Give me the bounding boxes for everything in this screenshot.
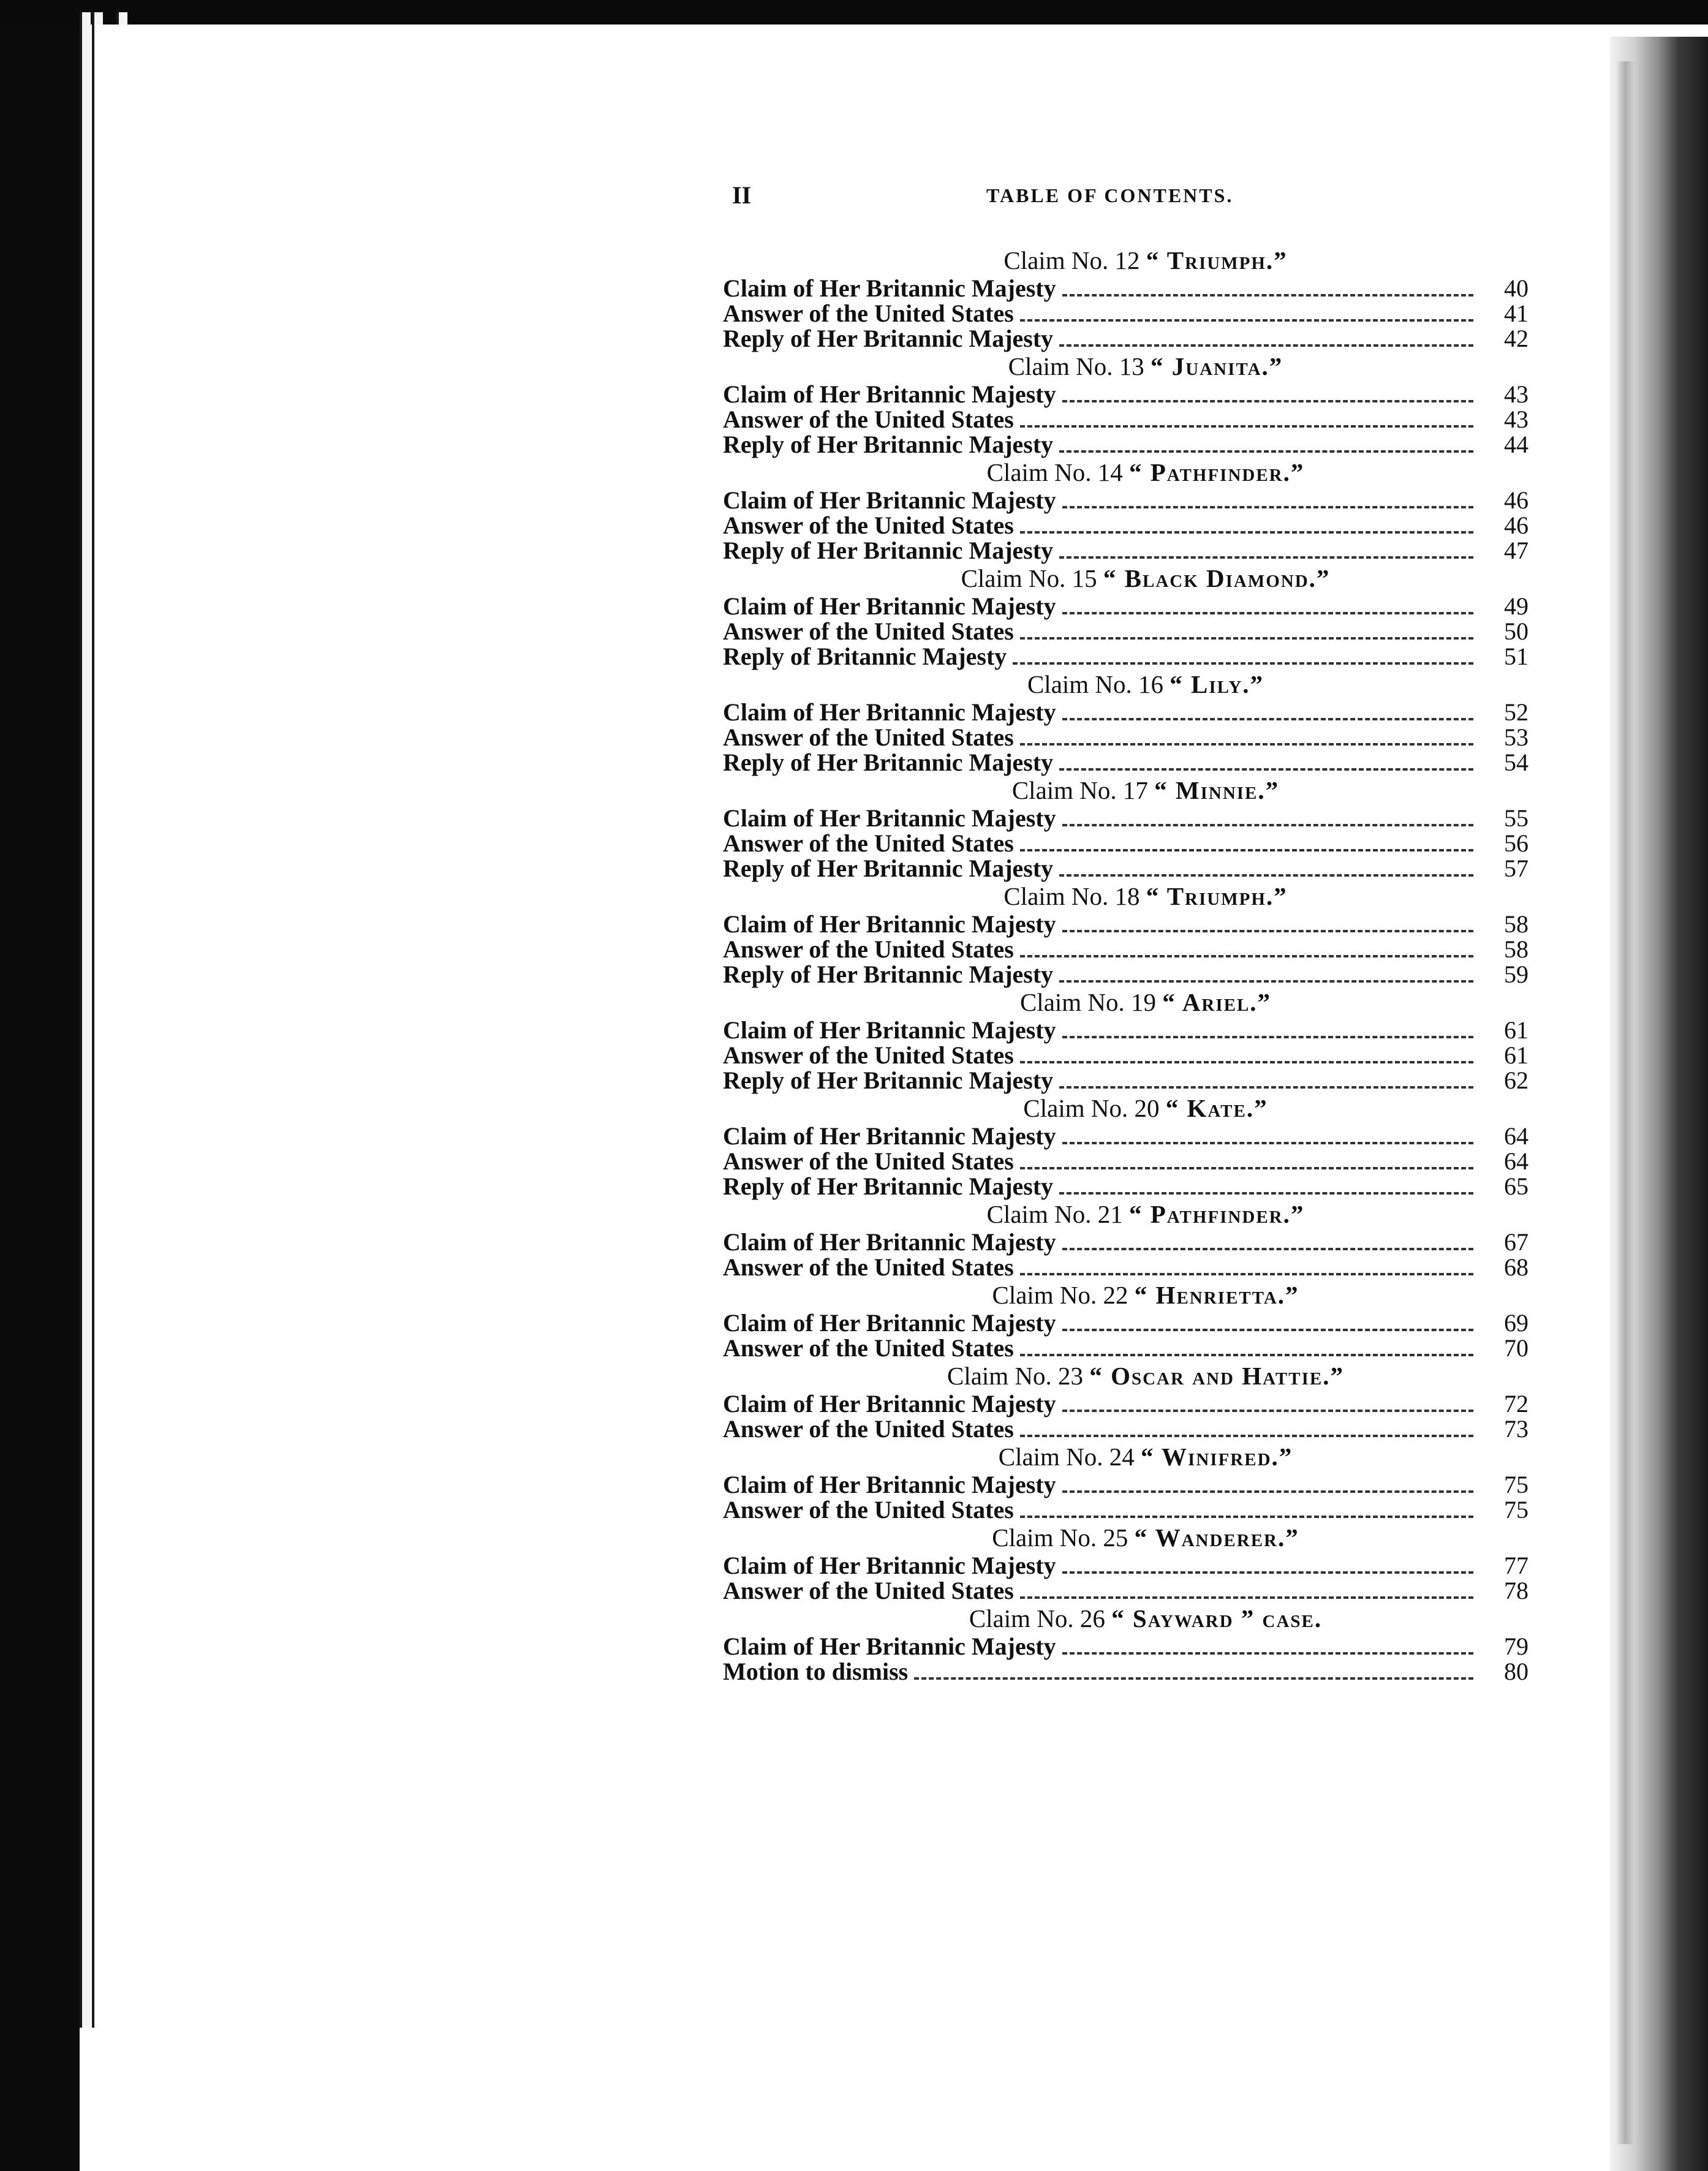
vessel-name: “ Lily.”	[1170, 670, 1264, 698]
claim-number: Claim No. 19	[1019, 988, 1157, 1016]
dot-leader	[1062, 1571, 1473, 1574]
dot-leader	[1062, 930, 1473, 932]
page-header	[732, 181, 1590, 217]
dot-leader	[1062, 1329, 1473, 1331]
toc-entry-page: 58	[1504, 935, 1529, 963]
toc-entry	[708, 538, 1529, 563]
dot-leader	[1062, 506, 1473, 508]
toc-entry	[708, 856, 1529, 881]
dot-leader	[1020, 849, 1473, 851]
toc-entry-label: Claim of Her Britannic Majesty	[723, 1633, 1056, 1660]
claim-number: Claim No. 13	[1008, 352, 1144, 380]
scan-border-top	[0, 0, 1708, 25]
toc-entry	[708, 1335, 1529, 1361]
dot-leader	[1020, 425, 1473, 428]
toc-entry	[708, 725, 1529, 750]
page-sheet	[95, 25, 1608, 2171]
dot-leader	[1059, 450, 1473, 453]
dot-leader	[1020, 1596, 1473, 1599]
dot-leader	[1062, 1036, 1473, 1038]
toc-entry-label: Reply of Her Britannic Majesty	[723, 749, 1054, 776]
vessel-name: “ Kate.”	[1165, 1094, 1268, 1122]
toc-entry-label: Answer of the United States	[723, 1041, 1014, 1069]
table-of-contents	[708, 245, 1529, 1684]
toc-entry-label: Answer of the United States	[723, 406, 1014, 433]
toc-entry-label: Answer of the United States	[723, 512, 1014, 539]
claim-heading	[708, 245, 1529, 276]
toc-entry	[708, 488, 1529, 513]
toc-entry-page: 49	[1504, 592, 1529, 620]
toc-entry-label: Answer of the United States	[723, 935, 1014, 963]
toc-entry	[708, 831, 1529, 856]
toc-entry-page: 44	[1504, 431, 1529, 458]
dot-leader	[1059, 1192, 1473, 1195]
toc-entry	[708, 1634, 1529, 1659]
toc-entry-label: Answer of the United States	[723, 1253, 1014, 1281]
toc-entry-label: Claim of Her Britannic Majesty	[723, 1309, 1056, 1337]
dot-leader	[914, 1677, 1473, 1680]
dot-leader	[1020, 531, 1473, 534]
toc-entry-label: Claim of Her Britannic Majesty	[723, 1552, 1056, 1579]
dot-leader	[1020, 1061, 1473, 1063]
toc-entry	[708, 962, 1529, 987]
toc-entry	[708, 1068, 1529, 1093]
toc-entry-label: Reply of Her Britannic Majesty	[723, 325, 1054, 352]
toc-entry-page: 61	[1504, 1041, 1529, 1069]
dot-leader	[1059, 556, 1473, 559]
toc-entry-label: Answer of the United States	[723, 1147, 1014, 1175]
toc-entry-page: 56	[1504, 829, 1529, 857]
toc-entry-page: 57	[1504, 855, 1529, 882]
claim-number: Claim No. 14	[986, 458, 1123, 486]
toc-entry-page: 75	[1504, 1471, 1529, 1498]
binding-shadow-inner	[1616, 61, 1634, 2144]
toc-entry-label: Answer of the United States	[723, 1334, 1014, 1362]
claim-heading	[708, 1522, 1529, 1553]
toc-entry-page: 52	[1504, 698, 1529, 726]
dot-leader	[1020, 1435, 1473, 1437]
toc-entry-label: Claim of Her Britannic Majesty	[723, 910, 1056, 938]
toc-entry	[708, 619, 1529, 644]
dot-leader	[1062, 400, 1473, 402]
toc-entry-label: Claim of Her Britannic Majesty	[723, 1122, 1056, 1150]
toc-entry-label: Claim of Her Britannic Majesty	[723, 274, 1056, 302]
toc-entry	[708, 1255, 1529, 1280]
dot-leader	[1059, 1086, 1473, 1089]
claim-heading	[708, 1441, 1529, 1472]
toc-entry	[708, 644, 1529, 669]
toc-entry-label: Reply of Britannic Majesty	[723, 643, 1007, 670]
claim-number: Claim No. 20	[1023, 1094, 1160, 1122]
toc-entry-page: 73	[1504, 1415, 1529, 1443]
claim-heading	[708, 669, 1529, 700]
toc-entry-label: Claim of Her Britannic Majesty	[723, 1390, 1056, 1418]
dot-leader	[1062, 294, 1473, 296]
toc-entry-label: Reply of Her Britannic Majesty	[723, 1067, 1054, 1094]
toc-entry-label: Reply of Her Britannic Majesty	[723, 855, 1054, 882]
toc-entry	[708, 301, 1529, 326]
dot-leader	[1062, 612, 1473, 614]
toc-entry-label: Claim of Her Britannic Majesty	[723, 592, 1056, 620]
toc-entry-label: Claim of Her Britannic Majesty	[723, 698, 1056, 726]
toc-entry-label: Reply of Her Britannic Majesty	[723, 1172, 1054, 1200]
claim-heading	[708, 1093, 1529, 1123]
claim-heading	[708, 987, 1529, 1018]
vessel-name: “ Minnie.”	[1154, 776, 1280, 804]
dot-leader	[1062, 718, 1473, 720]
toc-entry-page: 77	[1504, 1552, 1529, 1579]
toc-entry-page: 54	[1504, 749, 1529, 776]
toc-entry-page: 67	[1504, 1228, 1529, 1256]
toc-entry	[708, 1310, 1529, 1335]
toc-entry-label: Answer of the United States	[723, 1415, 1014, 1443]
vessel-name: “ Sayward ” case.	[1111, 1604, 1323, 1633]
toc-entry	[708, 326, 1529, 351]
page-edge	[80, 12, 91, 2028]
dot-leader	[1062, 1652, 1473, 1655]
toc-entry-page: 55	[1504, 804, 1529, 832]
vessel-name: “ Oscar and Hattie.”	[1089, 1362, 1344, 1390]
claim-number: Claim No. 21	[986, 1200, 1123, 1228]
toc-entry-label: Answer of the United States	[723, 829, 1014, 857]
toc-entry-page: 64	[1504, 1122, 1529, 1150]
toc-entry-label: Reply of Her Britannic Majesty	[723, 961, 1054, 988]
toc-entry-label: Reply of Her Britannic Majesty	[723, 431, 1054, 458]
running-title: TABLE OF CONTENTS.	[986, 184, 1234, 206]
vessel-name: “ Triumph.”	[1146, 246, 1288, 274]
toc-entry	[708, 594, 1529, 619]
claim-number: Claim No. 12	[1003, 246, 1140, 274]
claim-number: Claim No. 15	[961, 564, 1097, 592]
dot-leader	[1062, 1142, 1473, 1144]
toc-entry-page: 43	[1504, 380, 1529, 408]
toc-entry-page: 80	[1504, 1658, 1529, 1685]
claim-heading	[708, 563, 1529, 594]
toc-entry-page: 78	[1504, 1577, 1529, 1604]
toc-entry	[708, 1043, 1529, 1068]
toc-entry-page: 65	[1504, 1172, 1529, 1200]
toc-entry-page: 69	[1504, 1309, 1529, 1337]
toc-entry	[708, 1553, 1529, 1578]
claim-number: Claim No. 17	[1011, 776, 1148, 804]
vessel-name: “ Ariel.”	[1162, 988, 1272, 1016]
claim-number: Claim No. 26	[969, 1604, 1105, 1633]
dot-leader	[1020, 637, 1473, 640]
vessel-name: “ Henrietta.”	[1134, 1281, 1299, 1309]
toc-entry-label: Answer of the United States	[723, 723, 1014, 751]
toc-entry	[708, 806, 1529, 831]
vessel-name: “ Triumph.”	[1146, 882, 1288, 910]
toc-entry	[708, 1123, 1529, 1149]
dot-leader	[1013, 662, 1473, 665]
toc-entry	[708, 1578, 1529, 1603]
toc-entry	[708, 937, 1529, 962]
vessel-name: “ Wanderer.”	[1134, 1523, 1299, 1552]
dot-leader	[1062, 1248, 1473, 1250]
claim-number: Claim No. 22	[992, 1281, 1128, 1309]
toc-entry-page: 72	[1504, 1390, 1529, 1418]
toc-entry-page: 50	[1504, 617, 1529, 645]
toc-entry	[708, 1174, 1529, 1199]
toc-entry-label: Answer of the United States	[723, 1496, 1014, 1523]
toc-entry-page: 53	[1504, 723, 1529, 751]
toc-entry-label: Answer of the United States	[723, 617, 1014, 645]
toc-entry-page: 68	[1504, 1253, 1529, 1281]
claim-heading	[708, 1199, 1529, 1229]
toc-entry	[708, 1149, 1529, 1174]
toc-entry	[708, 432, 1529, 457]
toc-entry	[708, 1472, 1529, 1497]
toc-entry-label: Reply of Her Britannic Majesty	[723, 537, 1054, 564]
toc-entry	[708, 407, 1529, 432]
page-number: II	[732, 181, 752, 209]
toc-entry-page: 43	[1504, 406, 1529, 433]
dot-leader	[1020, 1273, 1473, 1275]
toc-entry-page: 41	[1504, 300, 1529, 327]
toc-entry-label: Claim of Her Britannic Majesty	[723, 804, 1056, 832]
toc-entry-page: 58	[1504, 910, 1529, 938]
toc-entry-page: 61	[1504, 1016, 1529, 1044]
toc-entry-page: 70	[1504, 1334, 1529, 1362]
dot-leader	[1062, 824, 1473, 826]
dot-leader	[1020, 1516, 1473, 1518]
toc-entry	[708, 1416, 1529, 1441]
claim-number: Claim No. 23	[947, 1362, 1084, 1390]
toc-entry-page: 64	[1504, 1147, 1529, 1175]
dot-leader	[1062, 1490, 1473, 1493]
toc-entry	[708, 700, 1529, 725]
dot-leader	[1059, 768, 1473, 771]
claim-heading	[708, 457, 1529, 488]
toc-entry-label: Answer of the United States	[723, 300, 1014, 327]
dot-leader	[1059, 344, 1473, 347]
toc-entry	[708, 1018, 1529, 1043]
toc-entry-label: Answer of the United States	[723, 1577, 1014, 1604]
claim-number: Claim No. 25	[992, 1523, 1128, 1552]
toc-entry-label: Claim of Her Britannic Majesty	[723, 380, 1056, 408]
claim-number: Claim No. 16	[1027, 670, 1164, 698]
vessel-name: “ Winifred.”	[1141, 1443, 1293, 1471]
dot-leader	[1020, 743, 1473, 746]
dot-leader	[1059, 874, 1473, 877]
toc-entry-label: Claim of Her Britannic Majesty	[723, 1228, 1056, 1256]
toc-entry-page: 79	[1504, 1633, 1529, 1660]
claim-heading	[708, 1603, 1529, 1634]
toc-entry-page: 46	[1504, 512, 1529, 539]
claim-heading	[708, 775, 1529, 806]
vessel-name: “ Pathfinder.”	[1128, 458, 1305, 486]
claim-heading	[708, 881, 1529, 912]
claim-number: Claim No. 24	[998, 1443, 1135, 1471]
toc-entry-page: 46	[1504, 486, 1529, 514]
dot-leader	[1062, 1410, 1473, 1412]
toc-entry	[708, 750, 1529, 775]
toc-entry-page: 51	[1504, 643, 1529, 670]
toc-entry-page: 59	[1504, 961, 1529, 988]
toc-entry	[708, 1497, 1529, 1522]
toc-entry	[708, 382, 1529, 407]
toc-entry-label: Claim of Her Britannic Majesty	[723, 1471, 1056, 1498]
vessel-name: “ Pathfinder.”	[1128, 1200, 1305, 1228]
vessel-name: “ Black Diamond.”	[1103, 564, 1331, 592]
claim-heading	[708, 1361, 1529, 1391]
toc-entry-page: 47	[1504, 537, 1529, 564]
vessel-name: “ Juanita.”	[1151, 352, 1283, 380]
dot-leader	[1020, 1167, 1473, 1169]
dot-leader	[1059, 980, 1473, 983]
dot-leader	[1020, 1354, 1473, 1356]
toc-entry-page: 75	[1504, 1496, 1529, 1523]
toc-entry-page: 40	[1504, 274, 1529, 302]
toc-entry	[708, 1229, 1529, 1255]
claim-number: Claim No. 18	[1003, 882, 1140, 910]
dot-leader	[1020, 955, 1473, 957]
toc-entry-page: 62	[1504, 1067, 1529, 1094]
scan-border-left	[0, 0, 80, 2171]
toc-entry	[708, 513, 1529, 538]
toc-entry	[708, 1659, 1529, 1684]
toc-entry	[708, 912, 1529, 937]
toc-entry	[708, 1391, 1529, 1416]
toc-entry-label: Claim of Her Britannic Majesty	[723, 1016, 1056, 1044]
toc-entry-label: Motion to dismiss	[723, 1658, 909, 1685]
claim-heading	[708, 1280, 1529, 1310]
toc-entry	[708, 276, 1529, 301]
toc-entry-page: 42	[1504, 325, 1529, 352]
claim-heading	[708, 351, 1529, 382]
toc-entry-label: Claim of Her Britannic Majesty	[723, 486, 1056, 514]
dot-leader	[1020, 319, 1473, 322]
